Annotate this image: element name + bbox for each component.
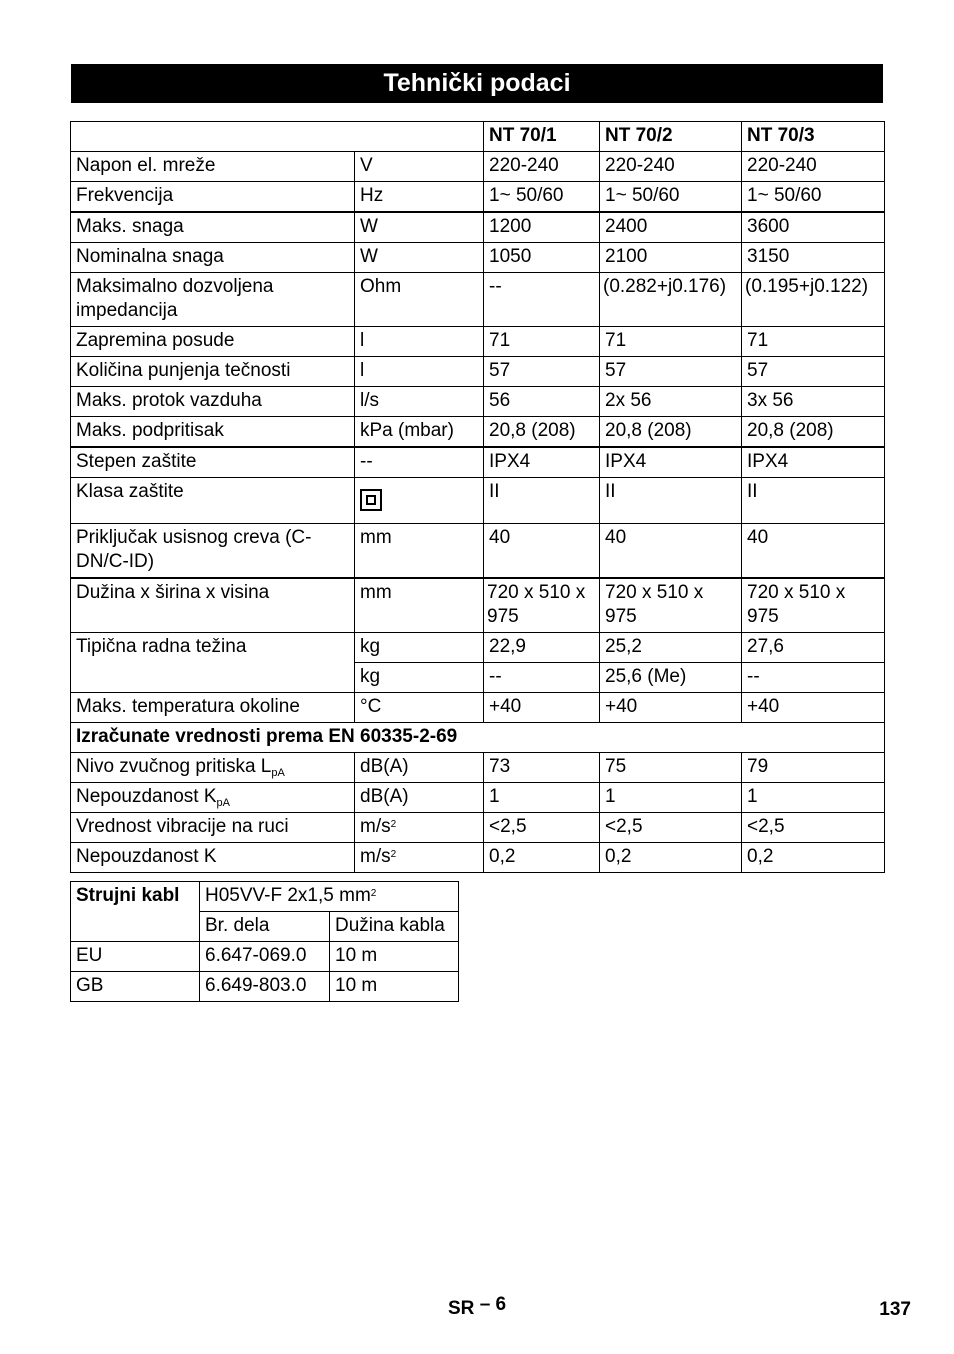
header-empty-cell (71, 122, 484, 152)
page-title: Tehnički podaci (71, 64, 883, 103)
row-value-nt701: 57 (484, 357, 600, 387)
row-value-nt703: 720 x 510 x 975 (742, 578, 885, 633)
row-unit: l/s (355, 387, 484, 417)
row-value-nt703: 27,6 (742, 633, 885, 663)
row-value-nt702: 1~ 50/60 (600, 182, 742, 213)
cable-region: EU (71, 942, 200, 972)
cable-part-number: 6.649-803.0 (200, 972, 330, 1002)
footer-dash: – (479, 1294, 491, 1315)
row-unit: -- (355, 447, 484, 478)
row-value-nt702: 220-240 (600, 152, 742, 182)
row-value-nt703: 57 (742, 357, 885, 387)
row-value-nt703: 3x 56 (742, 387, 885, 417)
row-unit: l (355, 357, 484, 387)
row-value-nt702: 71 (600, 327, 742, 357)
row-value-nt702: 2100 (600, 243, 742, 273)
row-label: Maks. snaga (71, 212, 355, 243)
row-label: Količina punjenja tečnosti (71, 357, 355, 387)
row-value-nt701: II (484, 478, 600, 524)
row-label: Nominalna snaga (71, 243, 355, 273)
cable-type-text: H05VV-F 2x1,5 mm (205, 885, 371, 906)
row-value-nt702: +40 (600, 693, 742, 723)
table-row-vacuum (71, 417, 885, 448)
row-value-nt701: -- (484, 663, 600, 693)
row-label: Maks. protok vazduha (71, 387, 355, 417)
row-value-nt703: IPX4 (742, 447, 885, 478)
row-value-nt702: 2x 56 (600, 387, 742, 417)
table-row-sound-pressure (71, 753, 885, 783)
row-label-text: Nivo zvučnog pritiska L (76, 756, 272, 777)
row-value-nt703: <2,5 (742, 813, 885, 843)
table-row-dimensions (71, 578, 885, 633)
row-unit-text: m/s (360, 846, 391, 867)
row-unit-text: m/s (360, 816, 391, 837)
row-value-nt703: 79 (742, 753, 885, 783)
cable-region: GB (71, 972, 200, 1002)
row-value-nt701: 720 x 510 x 975 (484, 578, 600, 633)
row-value-nt701: 22,9 (484, 633, 600, 663)
row-unit: kg (355, 663, 484, 693)
table-row-uncertainty-kpa (71, 783, 885, 813)
header-nt703: NT 70/3 (742, 122, 885, 152)
row-value-nt701: 56 (484, 387, 600, 417)
row-value-nt703: (0.195+j0.122) (742, 273, 885, 327)
row-label: Klasa zaštite (71, 478, 355, 524)
row-unit: V (355, 152, 484, 182)
footer-page-number: 137 (879, 1299, 911, 1320)
footer-language: SR (448, 1298, 475, 1319)
table-row-container-volume (71, 327, 885, 357)
row-value-nt703: 1~ 50/60 (742, 182, 885, 213)
section-row-calculated-values (71, 723, 885, 753)
row-value-nt703: -- (742, 663, 885, 693)
row-label (71, 753, 355, 783)
row-label: Tipična radna težina (71, 633, 355, 693)
row-unit: mm (355, 524, 484, 579)
row-value-nt702: 720 x 510 x 975 (600, 578, 742, 633)
section-title: Izračunate vrednosti prema EN 60335-2-69 (71, 723, 885, 753)
row-value-nt701: 40 (484, 524, 600, 579)
row-unit: dB(A) (355, 753, 484, 783)
table-row-liquid-fill (71, 357, 885, 387)
row-unit (355, 478, 484, 524)
table-row-uncertainty-k (71, 843, 885, 873)
row-value-nt702: 75 (600, 753, 742, 783)
table-row-max-power (71, 212, 885, 243)
row-value-nt701: 1 (484, 783, 600, 813)
table-row-ambient-temp (71, 693, 885, 723)
protection-class-ii-icon (360, 489, 382, 511)
cable-header-row (71, 882, 459, 912)
cable-row-gb (71, 972, 459, 1002)
row-value-nt702: 57 (600, 357, 742, 387)
cable-type-superscript: 2 (370, 888, 377, 899)
row-value-nt703: 1 (742, 783, 885, 813)
row-unit-superscript: 2 (390, 819, 397, 830)
row-unit: Hz (355, 182, 484, 213)
row-unit: mm (355, 578, 484, 633)
row-value-nt702: 1 (600, 783, 742, 813)
row-unit: W (355, 212, 484, 243)
row-value-nt701: 1050 (484, 243, 600, 273)
table-row-protection-degree (71, 447, 885, 478)
technical-data-table (70, 121, 885, 873)
table-row-impedance (71, 273, 885, 327)
footer-local-page: 6 (495, 1294, 507, 1315)
row-label: Napon el. mreže (71, 152, 355, 182)
row-unit: °C (355, 693, 484, 723)
row-label: Maksimalno dozvoljena impedancija (71, 273, 355, 327)
row-unit: dB(A) (355, 783, 484, 813)
table-header-row (71, 122, 885, 152)
row-label: Priključak usisnog creva (C-DN/C-ID) (71, 524, 355, 579)
row-value-nt701: 0,2 (484, 843, 600, 873)
row-unit: W (355, 243, 484, 273)
row-value-nt703: 40 (742, 524, 885, 579)
row-value-nt702: II (600, 478, 742, 524)
row-value-nt702: IPX4 (600, 447, 742, 478)
row-label: Frekvencija (71, 182, 355, 213)
row-value-nt703: 3600 (742, 212, 885, 243)
row-value-nt702: 25,2 (600, 633, 742, 663)
row-unit: kPa (mbar) (355, 417, 484, 448)
row-value-nt701: 73 (484, 753, 600, 783)
row-value-nt701: IPX4 (484, 447, 600, 478)
row-value-nt703: II (742, 478, 885, 524)
row-value-nt702: (0.282+j0.176) (600, 273, 742, 327)
row-value-nt702: <2,5 (600, 813, 742, 843)
table-row-frequency (71, 182, 885, 213)
cable-col-length: Dužina kabla (330, 912, 459, 942)
cable-row-eu (71, 942, 459, 972)
table-row-vibration (71, 813, 885, 843)
cable-part-number: 6.647-069.0 (200, 942, 330, 972)
row-label: Vrednost vibracije na ruci (71, 813, 355, 843)
cable-length: 10 m (330, 942, 459, 972)
cable-label: Strujni kabl (71, 882, 200, 942)
footer-section-page (448, 1294, 507, 1320)
row-value-nt702: 2400 (600, 212, 742, 243)
row-value-nt701: -- (484, 273, 600, 327)
table-row-voltage (71, 152, 885, 182)
row-value-nt701: 220-240 (484, 152, 600, 182)
row-value-nt701: +40 (484, 693, 600, 723)
cable-col-part: Br. dela (200, 912, 330, 942)
row-unit: l (355, 327, 484, 357)
row-value-nt703: 220-240 (742, 152, 885, 182)
table-row-protection-class (71, 478, 885, 524)
row-value-nt701: 20,8 (208) (484, 417, 600, 448)
row-label: Zapremina posude (71, 327, 355, 357)
row-value-nt703: 71 (742, 327, 885, 357)
cable-type (200, 882, 459, 912)
table-row-hose-connection (71, 524, 885, 579)
row-value-nt702: 40 (600, 524, 742, 579)
row-value-nt703: 3150 (742, 243, 885, 273)
row-label: Maks. temperatura okoline (71, 693, 355, 723)
row-value-nt702: 0,2 (600, 843, 742, 873)
row-value-nt701: <2,5 (484, 813, 600, 843)
row-value-nt702: 20,8 (208) (600, 417, 742, 448)
row-label: Dužina x širina x visina (71, 578, 355, 633)
row-value-nt701: 71 (484, 327, 600, 357)
row-label-subscript: pA (216, 797, 230, 809)
row-unit (355, 843, 484, 873)
power-cable-table (70, 881, 459, 1002)
row-unit: Ohm (355, 273, 484, 327)
row-value-nt701: 1200 (484, 212, 600, 243)
row-unit-superscript: 2 (390, 849, 397, 860)
row-value-nt703: 20,8 (208) (742, 417, 885, 448)
row-label-text: Nepouzdanost K (76, 786, 217, 807)
row-label-subscript: pA (271, 767, 285, 779)
table-row-weight (71, 633, 885, 663)
row-label: Maks. podpritisak (71, 417, 355, 448)
header-nt701: NT 70/1 (484, 122, 600, 152)
row-value-nt703: 0,2 (742, 843, 885, 873)
table-row-nominal-power (71, 243, 885, 273)
header-nt702: NT 70/2 (600, 122, 742, 152)
table-row-air-flow (71, 387, 885, 417)
row-label: Nepouzdanost K (71, 843, 355, 873)
row-label (71, 783, 355, 813)
row-value-nt703: +40 (742, 693, 885, 723)
cable-length: 10 m (330, 972, 459, 1002)
row-value-nt702: 25,6 (Me) (600, 663, 742, 693)
row-unit: kg (355, 633, 484, 663)
row-unit (355, 813, 484, 843)
row-value-nt701: 1~ 50/60 (484, 182, 600, 213)
row-label: Stepen zaštite (71, 447, 355, 478)
